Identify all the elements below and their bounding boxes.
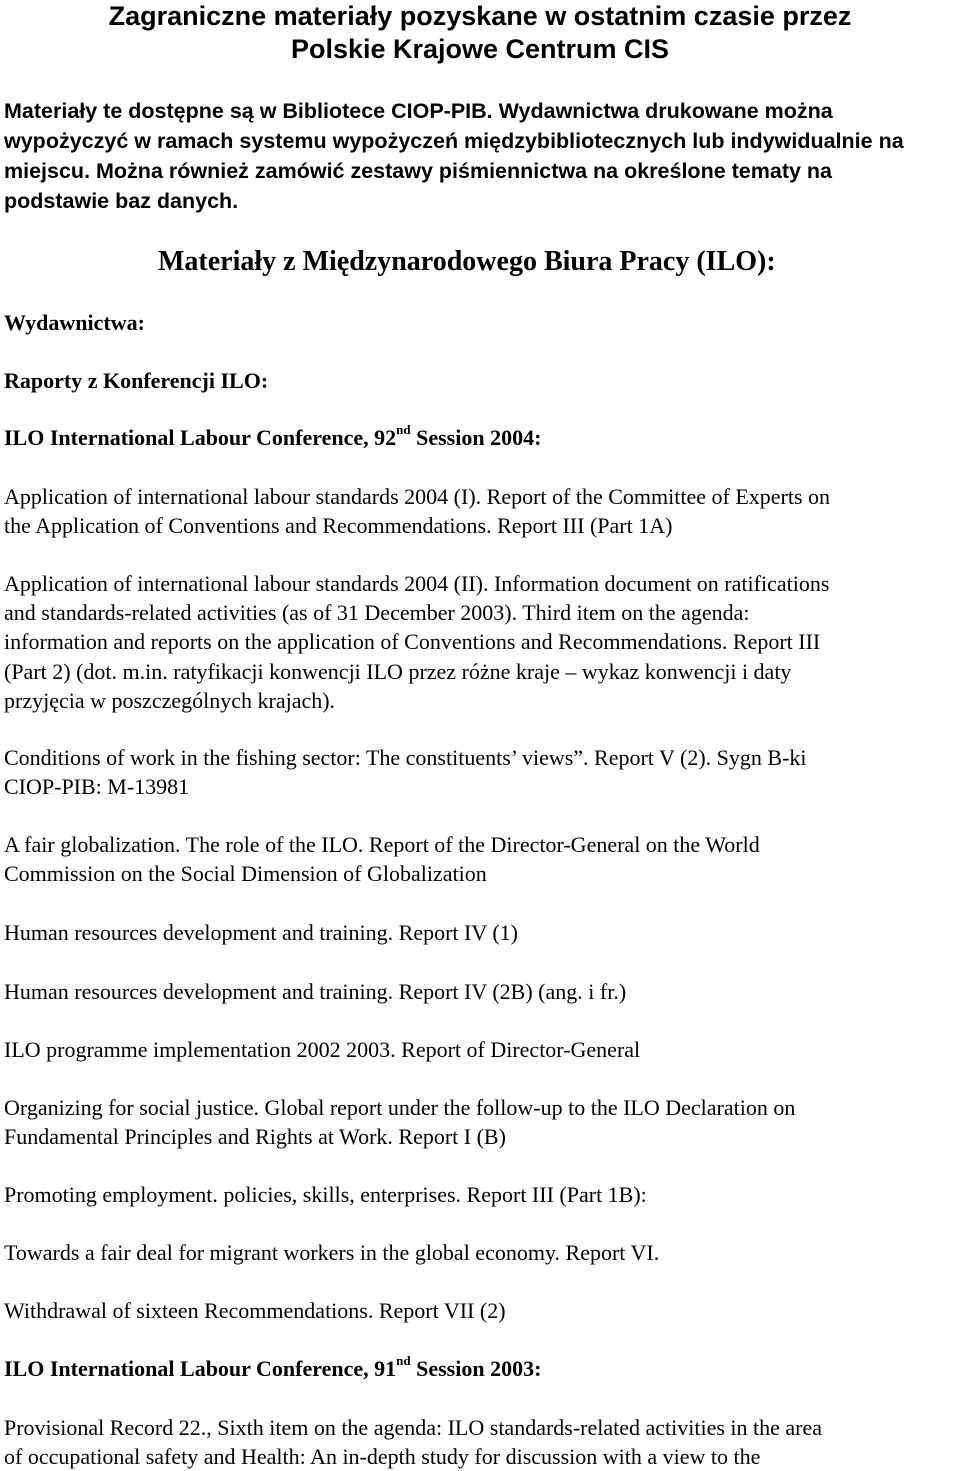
entry-line: Provisional Record 22., Sixth item on the agenda: ILO standards-related activities in the area xyxy=(4,1415,823,1440)
conference-91-suffix: Session 2003: xyxy=(410,1356,542,1381)
entry-line: ILO programme implementation 2002 2003. Report of Director-General xyxy=(4,1037,641,1062)
section-heading: Materiały z Międzynarodowego Biura Pracy (ILO): xyxy=(158,246,776,277)
report-entry xyxy=(4,1238,959,1267)
entry-line: Application of international labour standards 2004 (I). Report of the Committee of Experts on xyxy=(4,484,831,509)
entry-line: information and reports on the application of Conventions and Recommendations. Report III xyxy=(4,629,821,655)
entry-line: Application of international labour standards 2004 (II). Information document on ratifications xyxy=(4,571,830,596)
intro-paragraph xyxy=(4,96,954,216)
entry-line: (Part 2) (dot. m.in. ratyfikacji konwencji ILO przez różne kraje – wykaz konwencji i daty xyxy=(4,658,792,684)
publications-label: Wydawnictwa: xyxy=(4,310,145,335)
intro-line: podstawie baz danych. xyxy=(4,189,239,213)
entry-line: Commission on the Social Dimension of Globalization xyxy=(4,861,487,887)
intro-line: wypożyczyć w ramach systemu wypożyczeń międzybibliotecznych lub indywidualnie na xyxy=(4,129,904,153)
entry-line: Promoting employment. policies, skills, enterprises. Report III (Part 1B): xyxy=(4,1182,647,1207)
entry-line: Human resources development and training. Report IV (1) xyxy=(4,920,519,945)
intro-line: miejscu. Można również zamówić zestawy piśmiennictwa na określone tematy na xyxy=(4,159,833,183)
entry-line: Conditions of work in the fishing sector: The constituents’ views”. Report V (2). Sygn B-ki xyxy=(4,745,807,770)
reports-label: Raporty z Konferencji ILO: xyxy=(4,368,269,393)
entry-line: Organizing for social justice. Global report under the follow-up to the ILO Declaration on xyxy=(4,1095,796,1120)
conference-92-ordinal: nd xyxy=(396,421,411,437)
conference-91-ordinal: nd xyxy=(396,1352,411,1368)
report-entry xyxy=(4,977,959,1006)
report-entry xyxy=(4,918,959,947)
entry-line: Towards a fair deal for migrant workers in the global economy. Report VI. xyxy=(4,1240,660,1265)
entry-line: Fundamental Principles and Rights at Work. Report I (B) xyxy=(4,1124,506,1150)
title-line-2: Polskie Krajowe Centrum CIS xyxy=(290,34,670,64)
document-title xyxy=(0,0,960,66)
conference-92-suffix: Session 2004: xyxy=(410,425,542,450)
report-entry xyxy=(4,1035,959,1064)
conference-92-prefix: ILO International Labour Conference, 92 xyxy=(4,425,397,450)
intro-line: Materiały te dostępne są w Bibliotece CIOP-PIB. Wydawnictwa drukowane można xyxy=(4,99,833,123)
conference-91-heading xyxy=(4,1354,541,1384)
entry-line: and standards-related activities (as of 31 December 2003). Third item on the agenda: xyxy=(4,600,750,626)
entry-line: CIOP-PIB: M-13981 xyxy=(4,774,190,800)
title-line-1: Zagraniczne materiały pozyskane w ostatnim czasie przez xyxy=(108,1,852,31)
report-entry xyxy=(4,569,959,715)
report-entry xyxy=(4,1093,959,1151)
entry-line: of occupational safety and Health: An in-depth study for discussion with a view to the xyxy=(4,1444,761,1470)
report-entry xyxy=(4,1180,959,1209)
report-entry xyxy=(4,743,959,801)
report-entry xyxy=(4,830,959,888)
entry-line: przyjęcia w poszczególnych krajach). xyxy=(4,687,336,713)
entry-line: the Application of Conventions and Recommendations. Report III (Part 1A) xyxy=(4,513,673,539)
conference-91-prefix: ILO International Labour Conference, 91 xyxy=(4,1356,397,1381)
entry-line: A fair globalization. The role of the ILO. Report of the Director-General on the World xyxy=(4,832,760,857)
report-entry xyxy=(4,482,959,540)
entry-line: Withdrawal of sixteen Recommendations. Report VII (2) xyxy=(4,1298,506,1323)
entry-line: Human resources development and training. Report IV (2B) (ang. i fr.) xyxy=(4,979,627,1004)
report-entry xyxy=(4,1413,959,1471)
report-entry xyxy=(4,1296,959,1325)
conference-92-heading xyxy=(4,423,541,453)
